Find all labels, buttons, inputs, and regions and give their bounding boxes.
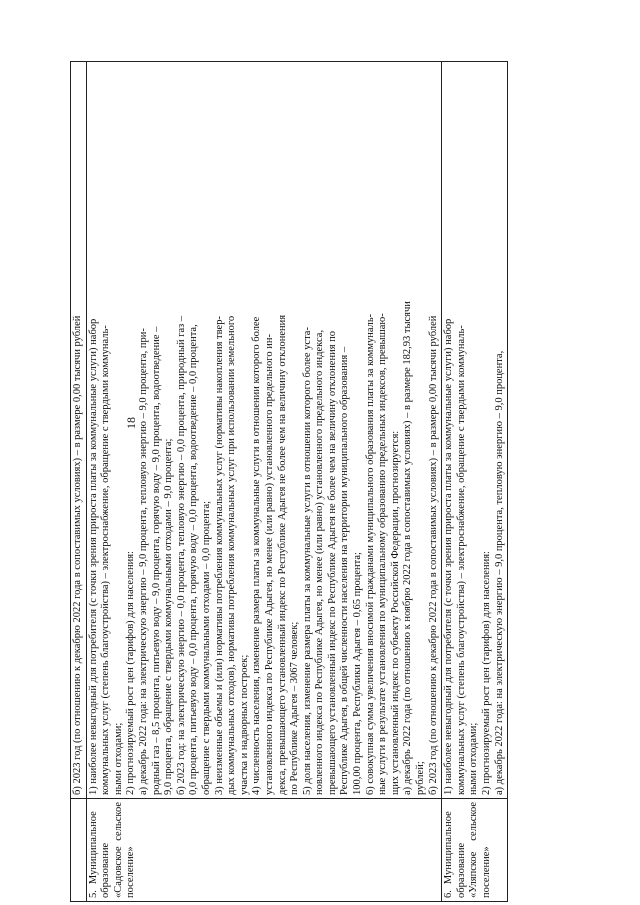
forecast-line: 1) наиболее невыгодный для потребителя (с точки зрения прироста платы за коммунальные услуги) набор xyxy=(87,318,99,795)
forecast-line: 9,0 процента, обращение с твердыми коммунальными отходами – 9,0 процента; xyxy=(163,438,175,795)
table-row xyxy=(442,62,508,902)
rotated-table-page xyxy=(70,64,570,902)
forecast-line: 2) прогнозируемый рост цен (тарифов) для населения: xyxy=(125,551,137,795)
forecast-cell xyxy=(86,62,442,799)
forecast-line: а) декабрь 2022 года (по отношению к ноябрю 2022 года в сопоставимых условиях) – в размере 182,93 тысячи xyxy=(402,301,414,795)
forecast-line: 0,0 процента, питьевую воду – 0,0 процента, горячую воду – 0,0 процента, водоотведение – 0,0 процента, xyxy=(188,324,200,795)
forecast-line: Республике Адыгея, в общей численности населения на территории муниципального образования – xyxy=(339,346,351,795)
forecast-line: дых коммунальных отходов), нормативы потребления коммунальных услуг при использовании земельного xyxy=(226,315,238,795)
forecast-line: 100,00 процента, Республики Адыгея – 0,65 процента; xyxy=(352,552,364,795)
forecast-line: а) декабрь 2022 года: на электрическую энергию – 9,0 процента, тепловую энергию – 9,0 процента, xyxy=(493,350,505,795)
forecast-line: ными отходами; xyxy=(112,722,124,795)
forecast-line: по Республике Адыгея – 3067 человек; xyxy=(289,621,301,795)
forecast-line: коммунальных услуг (степень благоустройства) – электроснабжение, обращение с твердыми коммуналь- xyxy=(100,325,112,795)
municipality-cell xyxy=(86,799,442,902)
forecast-line: превышающего установленный индекс по Республике Адыгея не более чем на величину отклонения по xyxy=(326,330,338,795)
forecast-line: 6) совокупная сумма увеличения вносимой гражданами муниципального образования платы за коммуналь- xyxy=(364,313,376,795)
forecast-line: коммунальных услуг (степень благоустройства) – электроснабжение, обращение с твердыми коммуналь- xyxy=(455,325,467,795)
forecast-cell xyxy=(71,62,87,799)
table-row xyxy=(86,62,442,902)
forecast-line: ными отходами; xyxy=(468,722,480,795)
forecast-line: 2) прогнозируемый рост цен (тарифов) для населения: xyxy=(481,551,492,795)
forecast-line: б) 2023 год: на электрическую энергию – 0,0 процента, тепловую энергию – 0,0 процента, природный газ – xyxy=(175,315,187,795)
forecast-line: рублей; xyxy=(415,761,427,795)
row-number: 6. xyxy=(443,890,455,898)
page-number: 18 xyxy=(124,417,138,429)
forecast-line: 1) наиболее невыгодный для потребителя (с точки зрения прироста платы за коммунальные услуги) набор xyxy=(443,318,455,795)
forecast-line: декса, превышающего установленный индекс по Республике Адыгея не более чем на величину отклонения xyxy=(276,314,288,795)
forecast-line: ные услуги в результате установления по муниципальному образованию предельных индексов, превышаю- xyxy=(377,313,389,795)
forecast-cell xyxy=(442,62,508,799)
forecast-line: новленного индекса по Республике Адыгея, но менее (или равно) установленного предельного индекса, xyxy=(314,329,326,795)
forecast-line: 5) доля населения, изменение размера платы за коммунальные услуги в отношении которого более уста- xyxy=(301,327,313,795)
forecast-line: родный газ – 8,5 процента, питьевую воду – 9,0 процента, горячую воду – 9,0 процента, водоотведение – xyxy=(150,326,162,795)
municipality-cell xyxy=(442,799,508,902)
municipality-name: Муниципальное образование «Садовское сельское поселение» xyxy=(87,802,137,898)
row-number: 5. xyxy=(87,890,99,898)
forecast-line: щих установленный индекс по субъекту Российской Федерации, прогнозируется: xyxy=(389,430,401,795)
municipality-cell xyxy=(71,799,87,902)
municipality-name: Муниципальное образование «Уляпское сельское поселение» xyxy=(443,802,492,898)
forecast-line: 3) неизменные объемы и (или) нормативы потребления коммунальных услуг (нормативы накопления твер- xyxy=(213,316,225,795)
table-row xyxy=(71,62,87,902)
forecast-line: установленного индекса по Республике Адыгея, но менее (или равно) установленного предельного ин- xyxy=(263,334,275,795)
forecast-line: а) декабрь 2022 года: на электрическую энергию – 9,0 процента, тепловую энергию – 9,0 процента, при- xyxy=(137,328,149,795)
forecast-line: участка и надворных построек; xyxy=(238,654,250,795)
tariff-forecast-table xyxy=(70,61,508,902)
forecast-line: обращение с твердыми коммунальными отходами – 0,0 процента; xyxy=(200,500,212,795)
forecast-line: 4) численность населения, изменение размера платы за коммунальные услуги в отношении которого более xyxy=(251,316,263,795)
forecast-line: б) 2023 год (по отношению к декабрю 2022 года в сопоставимых условиях) – в размере 0,00 тысячи рублей xyxy=(72,315,83,795)
forecast-line: б) 2023 год (по отношению к декабрю 2022 года в сопоставимых условиях) – в размере 0,00 тысячи рублей xyxy=(427,315,439,795)
